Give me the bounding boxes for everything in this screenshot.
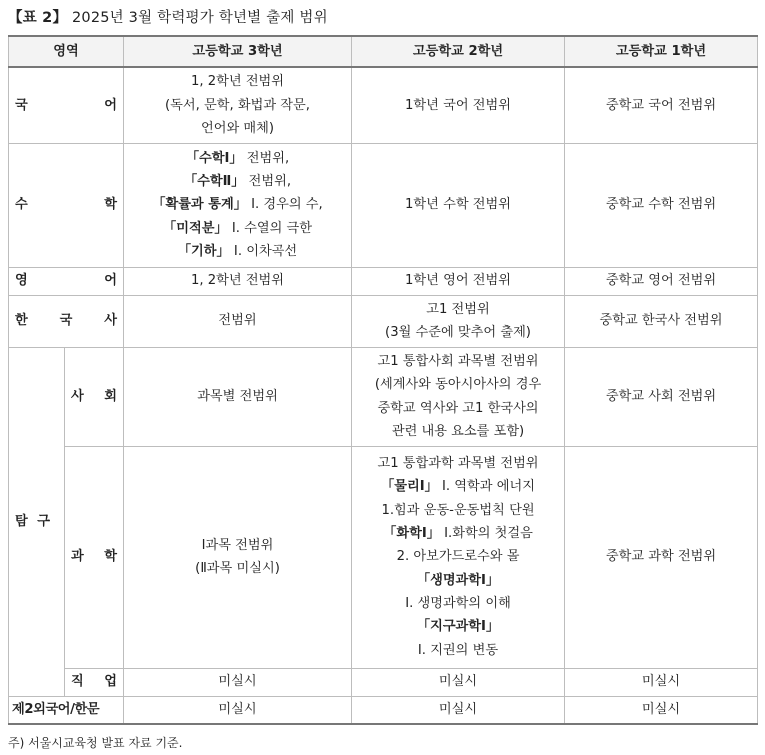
row-second-language [9, 696, 758, 724]
subject-second-language: 제2외국어/한문 [9, 696, 124, 724]
row-english [9, 267, 758, 295]
math-grade1: 중학교 수학 전범위 [565, 143, 758, 267]
subject-math: 수 학 [9, 143, 124, 267]
row-social [9, 347, 758, 446]
row-vocational [9, 668, 758, 696]
subject-korean: 국 어 [9, 67, 124, 143]
second-lang-grade2: 미실시 [352, 696, 565, 724]
korean-grade1: 중학교 국어 전범위 [565, 67, 758, 143]
subject-vocational: 직 업 [65, 668, 124, 696]
vocational-grade2: 미실시 [352, 668, 565, 696]
footnote: 주) 서울시교육청 발표 자료 기준. [8, 736, 183, 750]
second-lang-grade3: 미실시 [124, 696, 352, 724]
header-area: 영역 [9, 36, 124, 67]
history-grade3: 전범위 [124, 295, 352, 347]
korean-grade2: 1학년 국어 전범위 [352, 67, 565, 143]
subject-social: 사 회 [65, 347, 124, 446]
history-grade2: 고1 전범위 (3월 수준에 맞추어 출제) [352, 295, 565, 347]
science-grade2: 고1 통합과학 과목별 전범위 「물리Ⅰ」 Ⅰ. 역학과 에너지 1.힘과 운동-운동법칙 단원 「화학Ⅰ」 Ⅰ.화학의 첫걸음 2. 아보가드로수와 몰 「생명과학Ⅰ」 Ⅰ. 생명과학의 이해 「지구과학Ⅰ」 Ⅰ. 지권의 변동 [352, 446, 565, 668]
row-math [9, 143, 758, 267]
second-lang-grade1: 미실시 [565, 696, 758, 724]
subject-english: 영 어 [9, 267, 124, 295]
vocational-grade3: 미실시 [124, 668, 352, 696]
header-row [9, 36, 758, 67]
subject-science: 과 학 [65, 446, 124, 668]
caption-label: 【표 2】 [8, 10, 68, 26]
header-grade2: 고등학교 2학년 [352, 36, 565, 67]
row-korean-history [9, 295, 758, 347]
science-grade1: 중학교 과학 전범위 [565, 446, 758, 668]
caption-text: 2025년 3월 학력평가 학년별 출제 범위 [71, 10, 328, 26]
vocational-grade1: 미실시 [565, 668, 758, 696]
english-grade2: 1학년 영어 전범위 [352, 267, 565, 295]
social-grade3: 과목별 전범위 [124, 347, 352, 446]
table-caption [8, 6, 328, 27]
math-grade3: 「수학Ⅰ」 전범위, 「수학Ⅱ」 전범위, 「확률과 통계」 Ⅰ. 경우의 수, 「미적분」 Ⅰ. 수열의 극한 「기하」 Ⅰ. 이차곡선 [124, 143, 352, 267]
header-grade1: 고등학교 1학년 [565, 36, 758, 67]
subject-inquiry: 탐 구 [9, 347, 65, 696]
math-grade2: 1학년 수학 전범위 [352, 143, 565, 267]
social-grade2: 고1 통합사회 과목별 전범위 (세계사와 동아시아사의 경우 중학교 역사와 고1 한국사의 관련 내용 요소를 포함) [352, 347, 565, 446]
science-grade3: Ⅰ과목 전범위 (Ⅱ과목 미실시) [124, 446, 352, 668]
english-grade1: 중학교 영어 전범위 [565, 267, 758, 295]
social-grade1: 중학교 사회 전범위 [565, 347, 758, 446]
header-grade3: 고등학교 3학년 [124, 36, 352, 67]
row-korean [9, 67, 758, 143]
subject-korean-history: 한 국 사 [9, 295, 124, 347]
english-grade3: 1, 2학년 전범위 [124, 267, 352, 295]
exam-scope-table [8, 35, 758, 725]
row-science [9, 446, 758, 668]
history-grade1: 중학교 한국사 전범위 [565, 295, 758, 347]
korean-grade3: 1, 2학년 전범위 (독서, 문학, 화법과 작문, 언어와 매체) [124, 67, 352, 143]
